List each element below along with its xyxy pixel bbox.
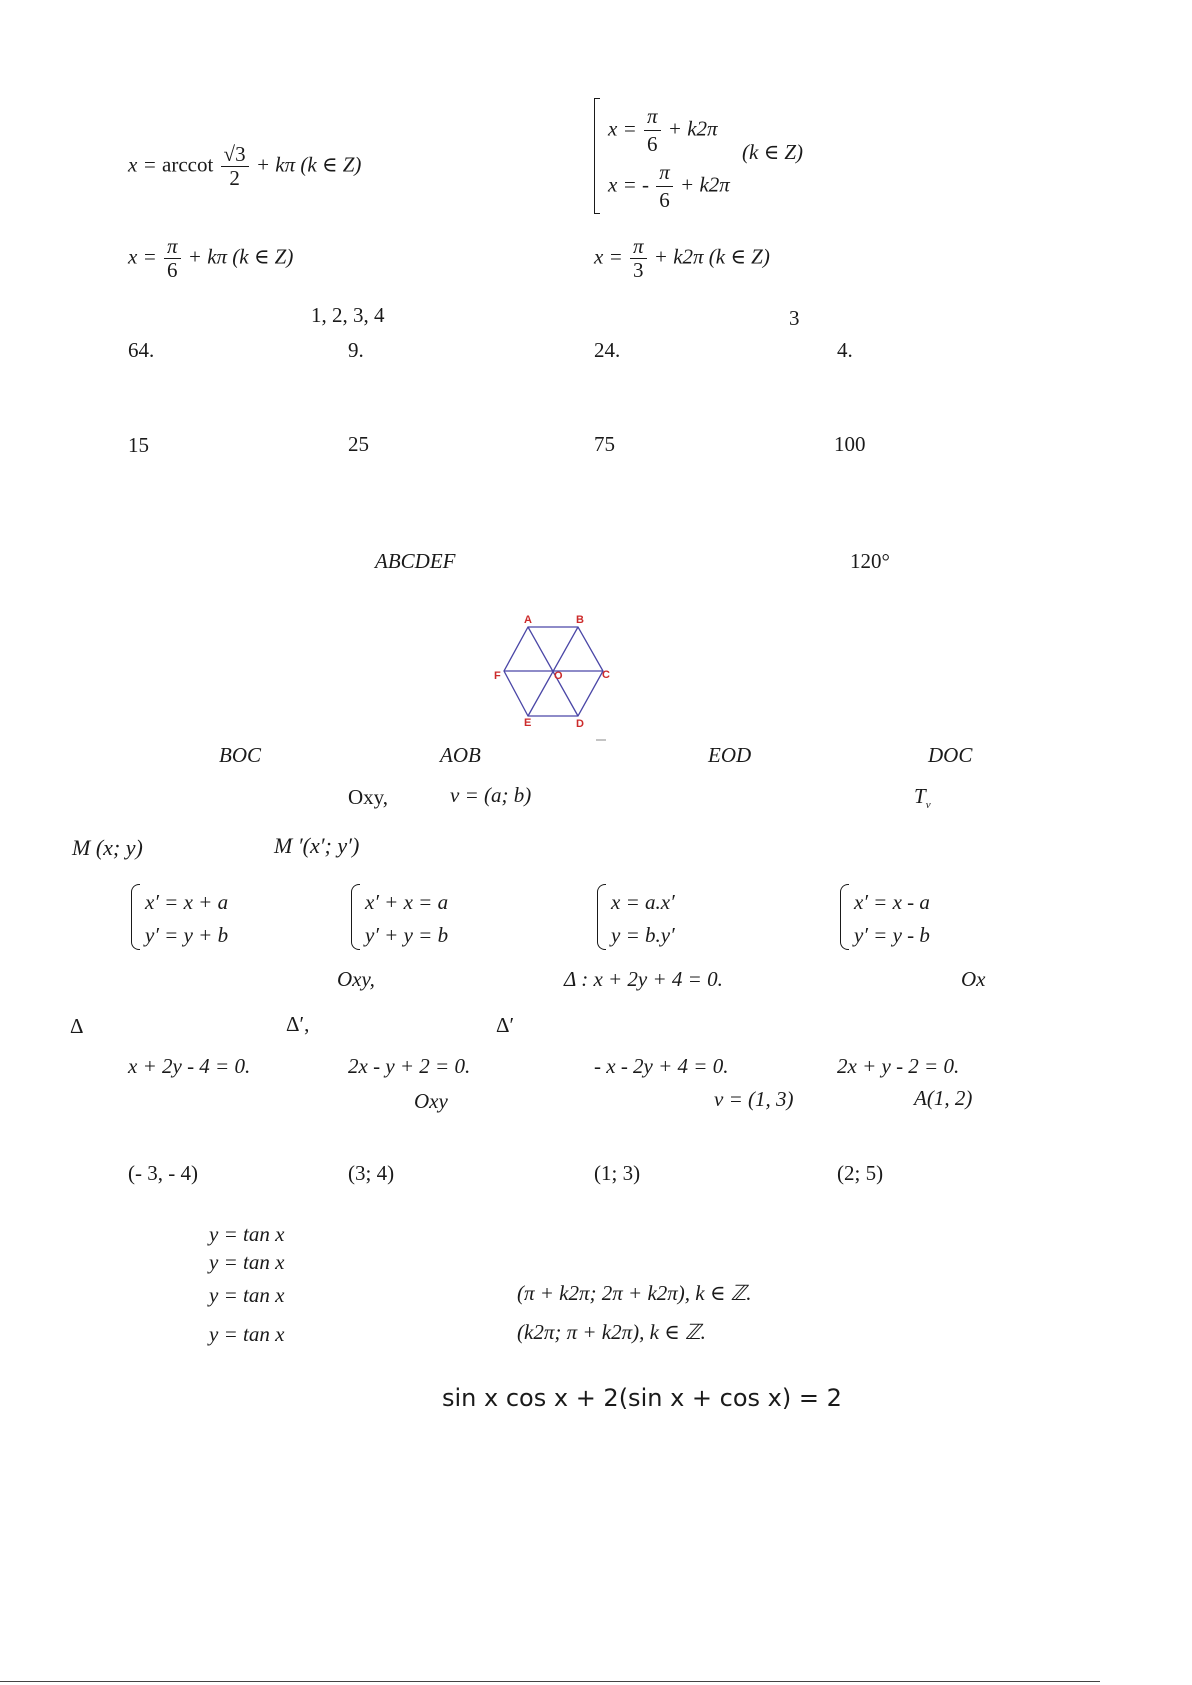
q5-c-row1: x = a.x′: [611, 890, 675, 914]
q1-option-a: [128, 144, 361, 189]
q4-option-a: BOC: [219, 743, 261, 767]
q5-point-m-prime: M ′(x′; y′): [274, 833, 360, 858]
q1-option-d: [594, 236, 770, 281]
q1-d-lhs: x =: [594, 244, 623, 269]
q5-plane: Oxy,: [348, 785, 389, 809]
q1-b-row2-num: π: [656, 160, 673, 187]
q1-b-row2-rest: + k2π: [680, 172, 730, 197]
label-f: F: [494, 670, 501, 682]
q4-option-c: EOD: [708, 743, 752, 767]
q5-c-row2: y = b.y′: [611, 923, 675, 947]
q4-option-b: AOB: [440, 743, 481, 767]
q7-option-d: (2; 5): [837, 1161, 884, 1185]
q5-option-d: [840, 884, 1000, 948]
q1-b-row1-lhs: x =: [608, 116, 637, 141]
q1-b-row2-den: 6: [659, 188, 670, 212]
q4-angle: 120°: [850, 549, 890, 573]
q5-d-row2: y′ = y - b: [854, 923, 930, 947]
q5-b-row1: x′ + x = a: [365, 890, 449, 914]
label-c: C: [602, 669, 610, 681]
q7-option-b: (3; 4): [348, 1161, 395, 1185]
q8-fn-d: y = tan x: [209, 1322, 285, 1346]
q5-b-row2: y′ + y = b: [365, 923, 449, 947]
hexagon-figure: [486, 606, 624, 742]
q5-b-brace: [351, 884, 360, 950]
q9-equation: sin x cos x + 2(sin x + cos x) = 2: [442, 1384, 842, 1412]
q5-d-row1: x′ = x - a: [854, 890, 930, 914]
q1-a-num: √3: [221, 144, 249, 167]
q2-digits: 1, 2, 3, 4: [311, 303, 385, 327]
q5-translation-t: T: [914, 784, 926, 808]
label-a: A: [524, 614, 532, 626]
q5-a-brace: [131, 884, 140, 950]
q5-translation: [914, 786, 931, 811]
q7-option-a: (- 3, - 4): [128, 1161, 198, 1185]
page-bottom-rule: [0, 1681, 1100, 1682]
label-b: B: [576, 614, 584, 626]
q1-b-row2-lhs: x = -: [608, 172, 649, 197]
q5-d-brace: [840, 884, 849, 950]
q1-a-fn: arccot: [162, 152, 214, 177]
q6-line: Δ : x + 2y + 4 = 0.: [564, 967, 723, 991]
q5-a-row2: y′ = y + b: [145, 923, 229, 947]
label-o: O: [554, 670, 563, 682]
q2-option-a: 64.: [128, 338, 155, 362]
q8-fn-c: y = tan x: [209, 1283, 285, 1307]
q1-option-c: [128, 236, 293, 281]
q5-option-b: [351, 884, 511, 948]
q2-option-b: 9.: [348, 338, 364, 362]
label-d: D: [576, 718, 584, 730]
q8-fn-b: y = tan x: [209, 1250, 285, 1274]
q6-option-c: - x - 2y + 4 = 0.: [594, 1054, 729, 1078]
q4-option-d: DOC: [928, 743, 973, 767]
q5-translation-sub: v: [925, 799, 931, 812]
q3-option-b: 25: [348, 432, 369, 456]
q2-count: 3: [789, 306, 800, 330]
q3-option-c: 75: [594, 432, 615, 456]
q1-a-cond: (k ∈ Z): [300, 152, 362, 177]
q1-b-row1-rest: + k2π: [667, 116, 718, 141]
q6-option-a: x + 2y - 4 = 0.: [128, 1054, 251, 1078]
q6-option-d: 2x + y - 2 = 0.: [837, 1054, 960, 1078]
q1-b-cond: (k ∈ Z): [742, 140, 804, 164]
q1-b-bracket: [594, 98, 600, 214]
q1-c-lhs: x =: [128, 244, 157, 269]
q1-b-row1-den: 6: [647, 132, 658, 156]
q7-plane: Oxy: [414, 1089, 448, 1113]
q3-option-d: 100: [834, 432, 866, 456]
q1-d-rest: + k2π: [653, 244, 704, 269]
label-e: E: [524, 717, 532, 729]
q8-interval-d: (k2π; π + k2π), k ∈ ℤ.: [517, 1320, 706, 1344]
q6-option-b: 2x - y + 2 = 0.: [348, 1054, 471, 1078]
q1-a-lhs: x =: [128, 152, 157, 177]
q6-delta: Δ: [70, 1014, 84, 1038]
q5-c-brace: [597, 884, 606, 950]
q1-d-num: π: [630, 236, 647, 259]
q3-option-a: 15: [128, 433, 149, 457]
q2-option-d: 4.: [837, 338, 853, 362]
q5-a-row1: x′ = x + a: [145, 890, 229, 914]
q6-axis: Ox: [961, 967, 986, 991]
q4-hexagon-name: ABCDEF: [375, 549, 456, 573]
q1-a-den: 2: [229, 166, 240, 190]
q7-point: A(1, 2): [914, 1086, 973, 1110]
q8-interval-c: (π + k2π; 2π + k2π), k ∈ ℤ.: [517, 1281, 752, 1305]
q5-point-m: M (x; y): [72, 835, 143, 860]
q2-option-c: 24.: [594, 338, 621, 362]
q7-vector: v = (1, 3): [714, 1087, 794, 1111]
q1-c-cond: (k ∈ Z): [232, 244, 294, 269]
q1-c-num: π: [164, 236, 181, 259]
q8-fn-a: y = tan x: [209, 1222, 285, 1246]
q1-a-rest: + kπ: [255, 152, 296, 177]
q6-plane: Oxy,: [337, 967, 375, 991]
q6-delta-prime: Δ′,: [286, 1012, 310, 1036]
q1-d-cond: (k ∈ Z): [708, 244, 770, 269]
q5-option-a: [131, 884, 291, 948]
q5-option-c: [597, 884, 757, 948]
q1-b-row1-num: π: [644, 104, 661, 131]
q5-vector: v = (a; b): [450, 783, 532, 807]
q1-c-den: 6: [167, 258, 178, 282]
q7-option-c: (1; 3): [594, 1161, 641, 1185]
q1-d-den: 3: [633, 258, 644, 282]
q1-c-rest: + kπ: [187, 244, 228, 269]
q6-delta-prime-2: Δ′: [496, 1013, 515, 1037]
